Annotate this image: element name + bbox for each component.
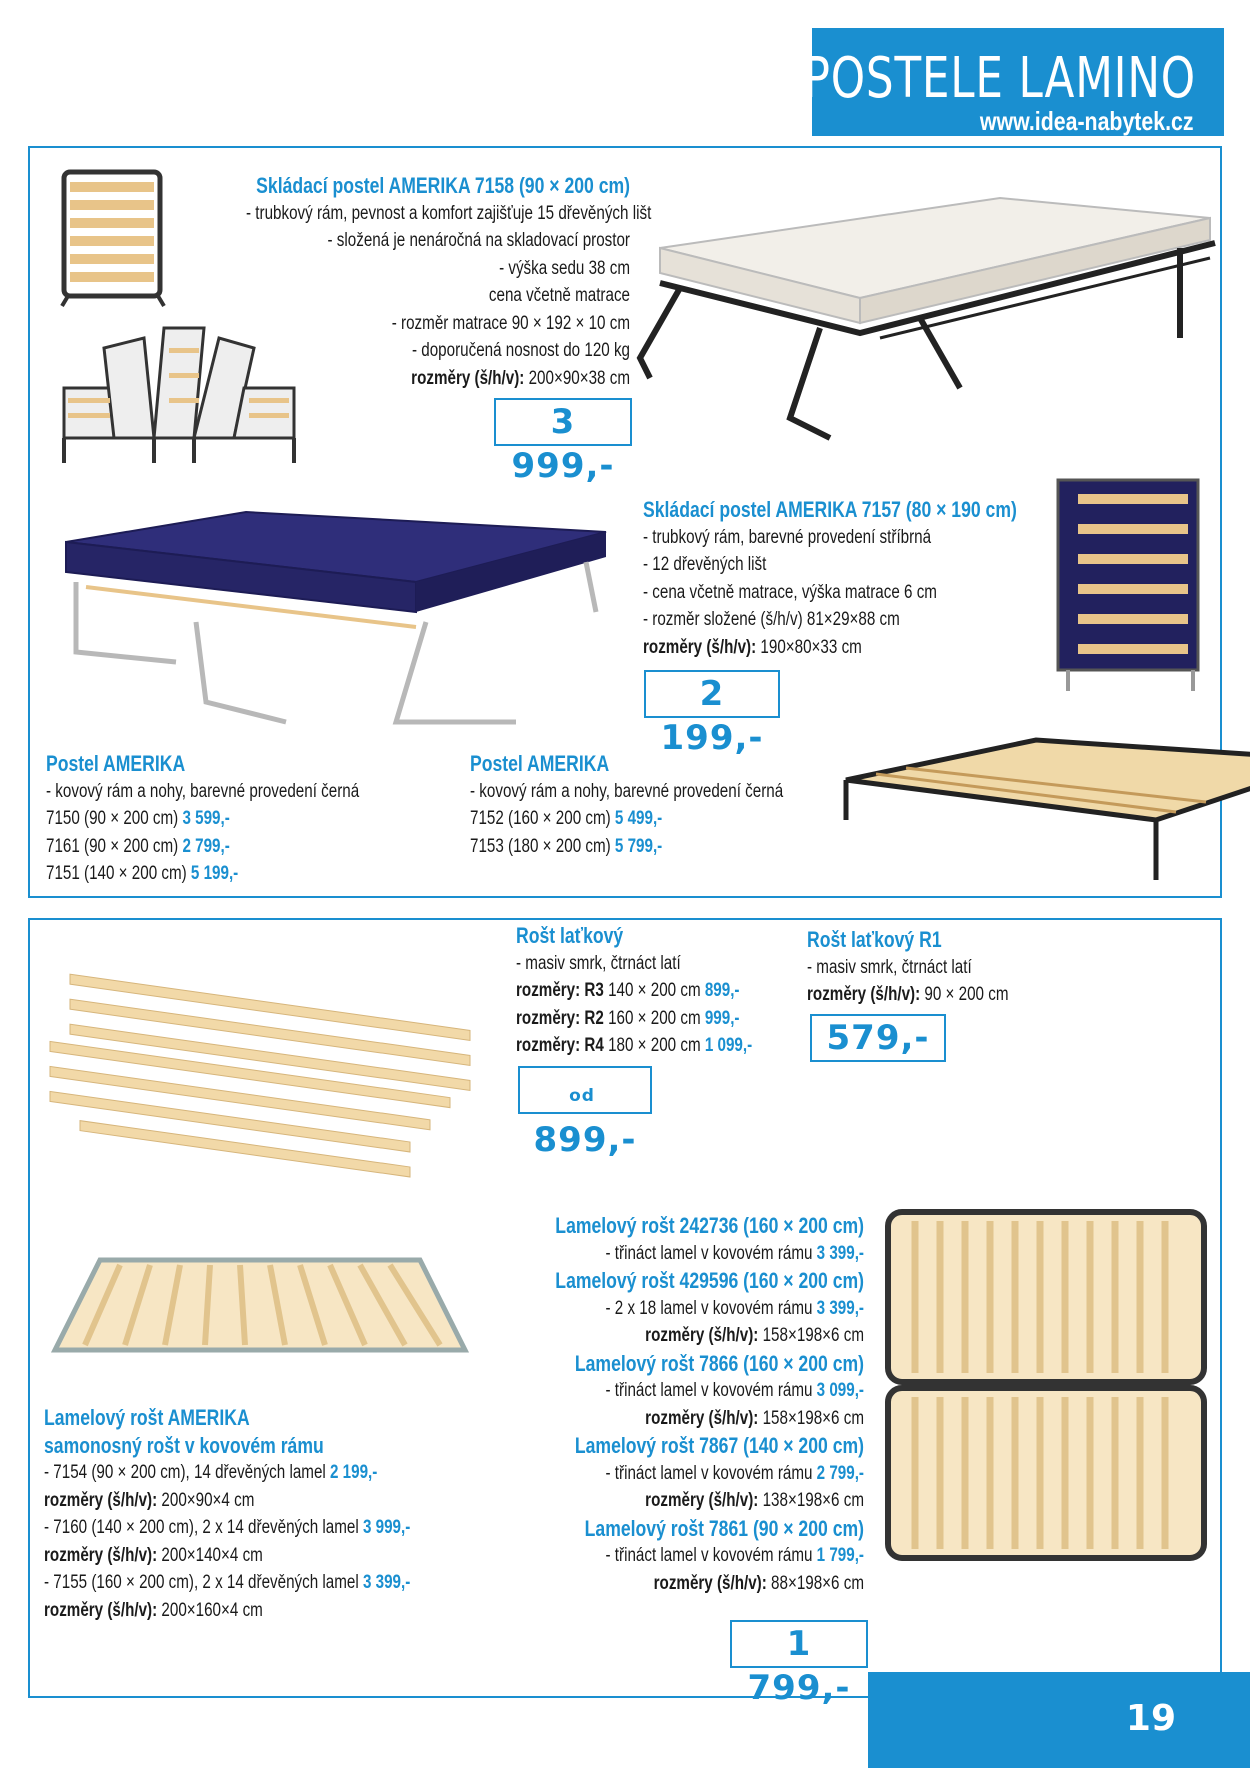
- lamelovy-7867-dims-label: rozměry (š/h/v):: [645, 1490, 759, 1511]
- lamelovy-242736-title: Lamelový rošt 242736 (160 × 200 cm): [555, 1213, 864, 1238]
- product-7158-line-3: - výška sedu 38 cm: [499, 257, 630, 279]
- rost-latkovy-r2-price: 999,-: [704, 1007, 740, 1029]
- rost-r1-dims-value: 90 × 200 cm: [924, 984, 1009, 1005]
- product-7158-price: [494, 398, 632, 486]
- lamelovy-7861-line: - třináct lamel v kovovém rámu: [605, 1545, 813, 1566]
- page-header: [803, 28, 1224, 136]
- rost-latkovy-line: - masiv smrk, čtrnáct latí: [516, 952, 681, 974]
- lamelovy-amerika-item-3-dims-value: 200×160×4 cm: [161, 1599, 263, 1621]
- lamelovy-amerika-item-2-dims-label: rozměry (š/h/v):: [44, 1544, 158, 1566]
- lamelovy-242736-line: - třináct lamel v kovovém rámu: [605, 1242, 813, 1264]
- postel-mid-variant-2-price: 5 799,-: [614, 835, 663, 857]
- postel-mid-variant-1: 7152 (160 × 200 cm): [470, 808, 611, 829]
- rost-latkovy-r2-label: rozměry: R2: [516, 1007, 604, 1029]
- lamelovy-7866-dims-value: 158×198×6 cm: [762, 1407, 864, 1429]
- product-7158-line-2: - složená je nenáročná na skladovací prostor: [327, 230, 630, 251]
- postel-left-variant-3-price: 5 199,-: [190, 863, 239, 884]
- lamelove-right-price-value: 1 799,-: [747, 1624, 851, 1708]
- postel-amerika-left: [46, 750, 466, 888]
- product-7158-line-1: - trubkový rám, pevnost a komfort zajišťuje 15 dřevěných lišt: [246, 202, 652, 224]
- lamelovy-7867-title: Lamelový rošt 7867 (140 × 200 cm): [574, 1433, 864, 1458]
- lamelovy-amerika-item-1-price: 2 199,-: [330, 1462, 378, 1483]
- rost-latkovy-price-value: 899,-: [533, 1120, 637, 1160]
- rost-r1-line: - masiv smrk, čtrnáct latí: [807, 956, 972, 978]
- product-7158-line-6: - doporučená nosnost do 120 kg: [411, 340, 630, 361]
- rost-r1-price-value: 579,-: [826, 1018, 930, 1058]
- lamelovy-amerika-item-3-price: 3 399,-: [362, 1572, 411, 1593]
- postel-mid-title: Postel AMERIKA: [470, 751, 610, 776]
- product-7158-line-5: - rozměr matrace 90 × 192 × 10 cm: [391, 312, 630, 334]
- product-7158-line-4: cena včetně matrace: [488, 285, 630, 306]
- postel-left-variant-3: 7151 (140 × 200 cm): [46, 863, 187, 884]
- product-7158-dims-value: 200×90×38 cm: [528, 367, 630, 389]
- product-7157-line-2: - 12 dřevěných lišt: [643, 554, 767, 575]
- lamelovy-7861-dims-label: rozměry (š/h/v):: [653, 1572, 767, 1594]
- lamelovy-7861-title: Lamelový rošt 7861 (90 × 200 cm): [584, 1515, 864, 1541]
- lamelovy-7861-dims-value: 88×198×6 cm: [771, 1572, 864, 1594]
- lamelovy-amerika-title: Lamelový rošt AMERIKA: [44, 1405, 250, 1430]
- postel-mid-variant-2: 7153 (180 × 200 cm): [470, 835, 611, 857]
- postel-left-variant-2: 7161 (90 × 200 cm): [46, 835, 179, 857]
- rost-latkovy-r3-size: 140 × 200 cm: [608, 980, 701, 1001]
- lamelovy-7866-price: 3 099,-: [816, 1380, 864, 1401]
- lamelovy-429596-dims-label: rozměry (š/h/v):: [645, 1325, 759, 1346]
- postel-left-title: Postel AMERIKA: [46, 751, 186, 776]
- product-7157-dims-label: rozměry (š/h/v):: [643, 636, 757, 658]
- lamelovy-429596-line: - 2 x 18 lamel v kovovém rámu: [605, 1297, 813, 1319]
- postel-mid-variant-1-price: 5 499,-: [614, 808, 663, 829]
- lamelovy-amerika-subtitle: samonosný rošt v kovovém rámu: [44, 1432, 324, 1458]
- lamelove-right-price: [730, 1620, 868, 1708]
- rost-r1-title: Rošt laťkový R1: [807, 927, 942, 952]
- lamelovy-rost-amerika-image: [40, 1250, 480, 1370]
- lamelove-rosty-right: [430, 1212, 864, 1597]
- product-7157-price: [644, 670, 780, 758]
- lamelovy-242736-price: 3 399,-: [816, 1242, 864, 1264]
- lamelovy-amerika-item-2-price: 3 999,-: [362, 1517, 411, 1538]
- lamelovy-7866-title: Lamelový rošt 7866 (160 × 200 cm): [574, 1350, 864, 1376]
- lamelovy-amerika-item-1-dims-value: 200×90×4 cm: [161, 1489, 255, 1511]
- bed-7157-folded-image: [1048, 476, 1218, 696]
- rost-latkovy-price-prefix: od: [569, 1086, 595, 1106]
- product-7157: [643, 496, 1063, 661]
- bed-7158-image: [620, 188, 1220, 448]
- product-7157-price-value: 2 199,-: [660, 674, 764, 758]
- product-7157-dims-value: 190×80×33 cm: [760, 636, 862, 658]
- rost-latkovy-r1: [807, 926, 1107, 1009]
- bed-7157-image: [46, 492, 626, 732]
- postel-amerika-mid: [470, 750, 840, 860]
- lamelovy-amerika-item-2-dims-value: 200×140×4 cm: [161, 1544, 263, 1566]
- rost-latkovy-price: [518, 1066, 652, 1160]
- slat-roll-image: [40, 960, 500, 1180]
- bed-frame-black-image: [836, 730, 1250, 890]
- page-title: POSTELE LAMINO: [803, 46, 1196, 111]
- lamelovy-429596-price: 3 399,-: [816, 1297, 864, 1319]
- lamelovy-7867-price: 2 799,-: [816, 1462, 864, 1484]
- lamelovy-amerika-item-3: - 7155 (160 × 200 cm), 2 x 14 dřevěných lamel: [44, 1572, 359, 1593]
- rost-latkovy-r2-size: 160 × 200 cm: [608, 1007, 701, 1029]
- product-7158: [150, 172, 652, 392]
- product-7157-line-3: - cena včetně matrace, výška matrace 6 cm: [643, 581, 937, 603]
- lamelovy-amerika-item-2: - 7160 (140 × 200 cm), 2 x 14 dřevěných lamel: [44, 1517, 359, 1538]
- rost-latkovy-title: Rošt laťkový: [516, 923, 624, 948]
- page-number-box: [868, 1672, 1250, 1768]
- lamelovy-amerika-item-1: - 7154 (90 × 200 cm), 14 dřevěných lamel: [44, 1462, 326, 1483]
- lamelovy-amerika-item-3-dims-label: rozměry (š/h/v):: [44, 1599, 158, 1621]
- product-7158-price-value: 3 999,-: [511, 402, 615, 486]
- product-7157-title: Skládací postel AMERIKA 7157 (80 × 190 cm): [643, 497, 1017, 522]
- rost-latkovy-r4-price: 1 099,-: [704, 1035, 753, 1056]
- postel-left-variant-1-price: 3 599,-: [182, 808, 230, 829]
- rost-latkovy-r3-label: rozměry: R3: [516, 980, 604, 1001]
- lamelovy-7866-line: - třináct lamel v kovovém rámu: [605, 1380, 813, 1401]
- product-7157-line-4: - rozměr složené (š/h/v) 81×29×88 cm: [643, 609, 900, 630]
- lamelovy-7867-dims-value: 138×198×6 cm: [762, 1490, 864, 1511]
- rost-latkovy-r4-label: rozměry: R4: [516, 1035, 604, 1056]
- lamelovy-amerika-item-1-dims-label: rozměry (š/h/v):: [44, 1489, 158, 1511]
- lamelovy-rost-pair-image: [880, 1206, 1210, 1576]
- rost-latkovy-r3-price: 899,-: [704, 980, 740, 1001]
- postel-left-variant-2-price: 2 799,-: [182, 835, 230, 857]
- lamelovy-7861-price: 1 799,-: [816, 1545, 864, 1566]
- lamelovy-7866-dims-label: rozměry (š/h/v):: [645, 1407, 759, 1429]
- rost-r1-dims-label: rozměry (š/h/v):: [807, 984, 921, 1005]
- rost-latkovy: [516, 922, 786, 1060]
- product-7158-title: Skládací postel AMERIKA 7158 (90 × 200 cm): [256, 173, 630, 198]
- rost-r1-price: [810, 1014, 946, 1062]
- lamelovy-7867-line: - třináct lamel v kovovém rámu: [605, 1462, 813, 1484]
- postel-mid-line: - kovový rám a nohy, barevné provedení černá: [470, 780, 784, 802]
- website-url[interactable]: www.idea-nabytek.cz: [980, 106, 1194, 136]
- lamelovy-429596-dims-value: 158×198×6 cm: [762, 1325, 864, 1346]
- page-number: 19: [1125, 1698, 1176, 1739]
- rost-latkovy-r4-size: 180 × 200 cm: [608, 1035, 701, 1056]
- lamelovy-429596-title: Lamelový rošt 429596 (160 × 200 cm): [555, 1268, 864, 1293]
- postel-left-line: - kovový rám a nohy, barevné provedení černá: [46, 780, 360, 802]
- postel-left-variant-1: 7150 (90 × 200 cm): [46, 808, 179, 829]
- product-7158-dims-label: rozměry (š/h/v):: [411, 367, 525, 389]
- product-7157-line-1: - trubkový rám, barevné provedení stříbrná: [643, 526, 932, 548]
